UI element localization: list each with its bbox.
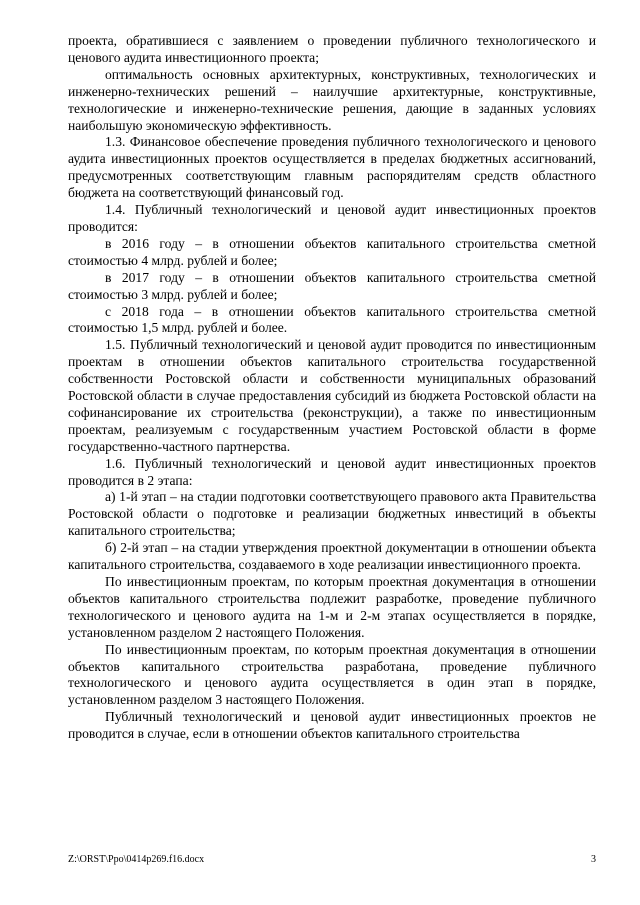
paragraph: проекта, обратившиеся с заявлением о проведении публичного технологического и ценового аудита инвестиционного проекта; (68, 33, 596, 65)
list-item-2017: в 2017 году – в отношении объектов капитального строительства сметной стоимостью 3 млрд. рублей и более; (68, 269, 596, 302)
list-item-stage-1: а) 1-й этап – на стадии подготовки соответствующего правового акта Правительства Ростовской области о подготовке и реализации бюджетных инвестиций в объекты капитального строительства; (68, 489, 596, 539)
file-path: Z:\ORST\Ppo\0414p269.f16.docx (68, 854, 205, 865)
paragraph-section-1-6: 1.6. Публичный технологический и ценовой аудит инвестиционных проектов проводится в 2 этапа: (68, 455, 596, 488)
list-item-2016: в 2016 году – в отношении объектов капитального строительства сметной стоимостью 4 млрд. рублей и более; (68, 235, 596, 268)
list-item-stage-2: б) 2-й этап – на стадии утверждения проектной документации в отношении объекта капитального строительства, создаваемого в ходе реализации инвестиционного проекта. (68, 540, 596, 573)
paragraph: По инвестиционным проектам, по которым проектная документация в отношении объектов капитального строительства разработана, проведение публичного технологического и ценового аудита осуществляется в один этап в порядке, установленном разделом 3 настоящего Положения. (68, 641, 596, 708)
document-body (68, 33, 596, 743)
paragraph: оптимальность основных архитектурных, конструктивных, технологических и инженерно-технических решений – наилучшие архитектурные, конструктивные, технологические и инженерно-технические решения, дающие в заданных условиях наибольшую экономическую эффективность. (68, 66, 596, 133)
paragraph-section-1-4: 1.4. Публичный технологический и ценовой аудит инвестиционных проектов проводится: (68, 202, 596, 234)
paragraph-section-1-3: 1.3. Финансовое обеспечение проведения публичного технологического и ценового аудита инвестиционных проектов осуществляется в пределах бюджетных ассигнований, предусмотренных соответствующим главным распорядителям средств областного бюджета на соответствующий финансовый год. (68, 134, 596, 201)
page-number: 3 (591, 854, 596, 865)
paragraph: Публичный технологический и ценовой аудит инвестиционных проектов не проводится в случае, если в отношении объектов капитального строительства (68, 709, 596, 742)
paragraph: По инвестиционным проектам, по которым проектная документация в отношении объектов капитального строительства подлежит разработке, проведение публичного технологического и ценового аудита на 1-м и 2-м этапах осуществляется в порядке, установленном разделом 2 настоящего Положения. (68, 574, 596, 640)
page-footer (68, 854, 596, 866)
list-item-2018: с 2018 года – в отношении объектов капитального строительства сметной стоимостью 1,5 млрд. рублей и более. (68, 303, 596, 336)
paragraph-section-1-5: 1.5. Публичный технологический и ценовой аудит проводится по инвестиционным проектам в отношении объектов капитального строительства государственной собственности Ростовской области и собственности муниципальных образований Ростовской области в случае предоставления субсидий из бюджета Ростовской области на софинансирование их строительства (реконструкции), а также по инвестиционным проектам, реализуемым с государственным участием Ростовской области в форме государственно-частного партнерства. (68, 337, 596, 454)
